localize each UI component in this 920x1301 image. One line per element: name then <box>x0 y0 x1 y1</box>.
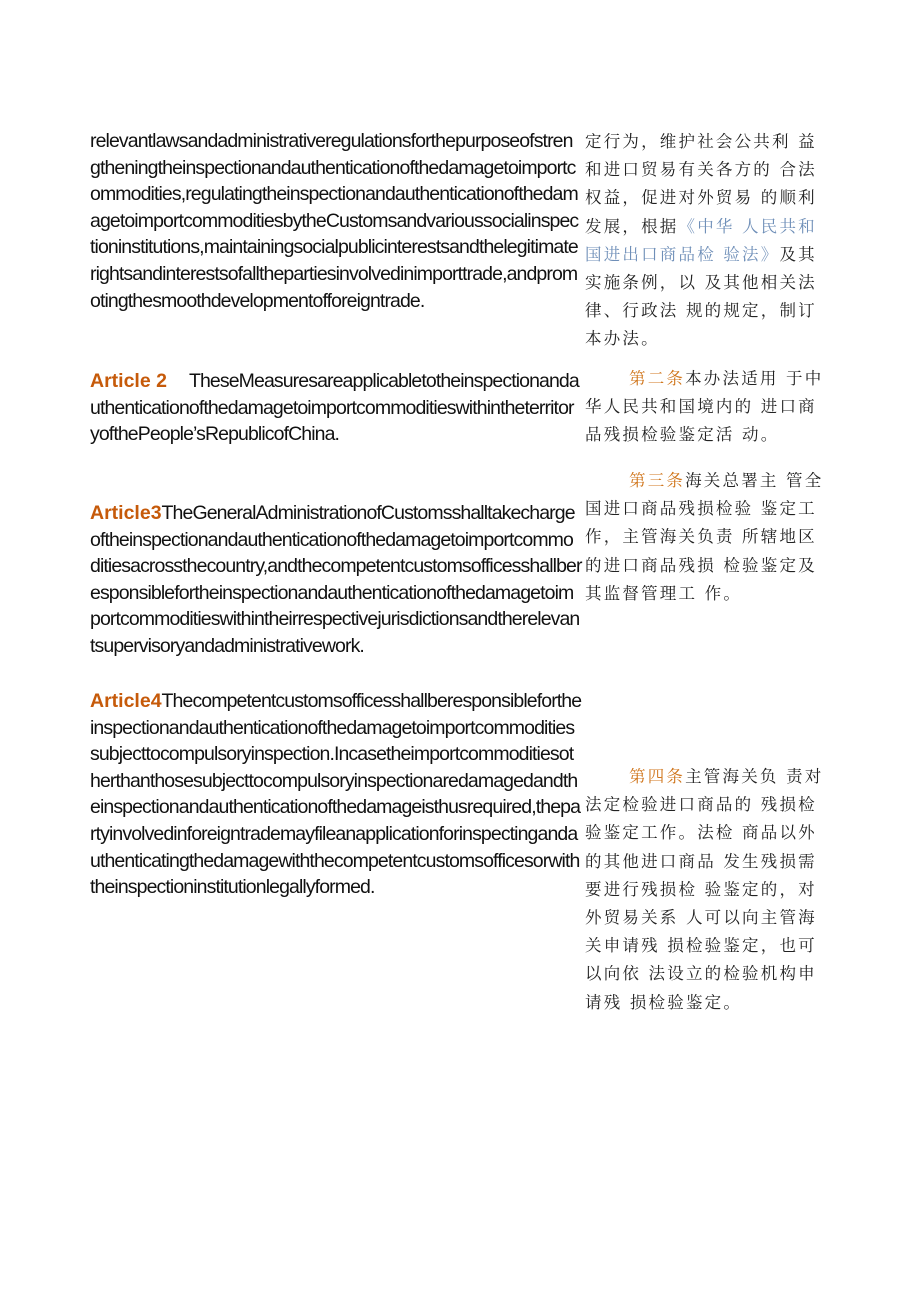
article1-zh-after: 及其实施条例，以 及其他相关法律、行政法 规的规定，制订本办法。 <box>585 244 817 349</box>
article2-zh-text: 本办法适用 于中华人民共和国境内的 进口商品残损检验鉴定活 动。 <box>585 369 824 445</box>
article4-en-label: Article4 <box>90 690 162 712</box>
article2-en-label: Article 2 <box>90 370 167 392</box>
article1-zh-before: 定行为，维护社会公共利 益和进口贸易有关各方的 合法权益，促进对外贸易 的顺利发展，根据 <box>585 132 817 236</box>
article3-en-label: Article3 <box>90 502 162 524</box>
article3-en <box>90 500 582 660</box>
article2-en-text: TheseMeasuresareapplicabletotheinspectionandauthenticationofthedamagetoimportcommoditieswithintheterritoryofthePeople’sRepublicofChina. <box>90 370 579 446</box>
article1-en-text: relevantlawsandadministrativeregulationsforthepurposeofstrengtheningtheinspectionandauthenticationofthedamagetoimportcommodities,regulatingtheinspectionandauthenticationofthedamagetoimportcommoditiesbytheCustomsandvarioussocialinspectioninstitutions,maintainingsocialpublicinterestsandthelegitimaterightsandinterestsofallthepartiesinvolvedinimporttrade,andpromotingthesmoothdevelopmentofforeigntrade. <box>90 130 579 312</box>
article4-zh-text: 主管海关负 责对法定检验进口商品的 残损检验鉴定工作。法检 商品以外的其他进口商品 发生残损需要进行残损检 验鉴定的，对外贸易关系 人可以向主管海关申请残 损检验鉴定，也可以向依 法设立的检验机构申请残 损检验鉴定。 <box>585 767 824 1012</box>
article1-zh-text <box>585 128 831 354</box>
article4-en-text: Thecompetentcustomsofficesshallberesponsiblefortheinspectionandauthenticationofthedamagetoimportcommoditiessubjecttocompulsoryinspection.Incasetheimportcommoditiesotherthanthosesubjecttocompulsoryinspectionaredamagedandtheinspectionandauthenticationofthedamageisthusrequired,thepartyinvolvedinforeigntrademayfileanapplicationforinspectingandauthenticatingthedamagewiththecompetentcustomsofficesorwiththeinspectioninstitutionlegallyformed. <box>90 690 582 899</box>
law-reference-link[interactable]: 《中华 人民共和国进出口商品检 验法》 <box>585 216 817 264</box>
article4-zh-label: 第四条 <box>629 767 686 786</box>
article2-zh <box>585 365 831 450</box>
article3-zh-text: 海关总署主 管全国进口商品残损检验 鉴定工作，主管海关负责 所辖地区的进口商品残损 检验鉴定及其监督管理工 作。 <box>585 471 824 603</box>
article2-en <box>90 368 582 448</box>
article2-zh-label: 第二条 <box>629 369 686 388</box>
article3-en-text: TheGeneralAdministrationofCustomsshalltakechargeoftheinspectionandauthenticationofthedamagetoimportcommoditiesacrossthecountry,andthecompetentcustomsofficesshallberesponsiblefortheinspectionandauthenticationofthedamagetoimportcommoditieswithintheirrespectivejurisdictionsandtherelevantsupervisoryandadministrativework. <box>90 502 582 657</box>
article3-zh <box>585 467 831 608</box>
article4-en <box>90 688 582 901</box>
article4-zh <box>585 763 831 1017</box>
article3-zh-label: 第三条 <box>629 471 686 490</box>
